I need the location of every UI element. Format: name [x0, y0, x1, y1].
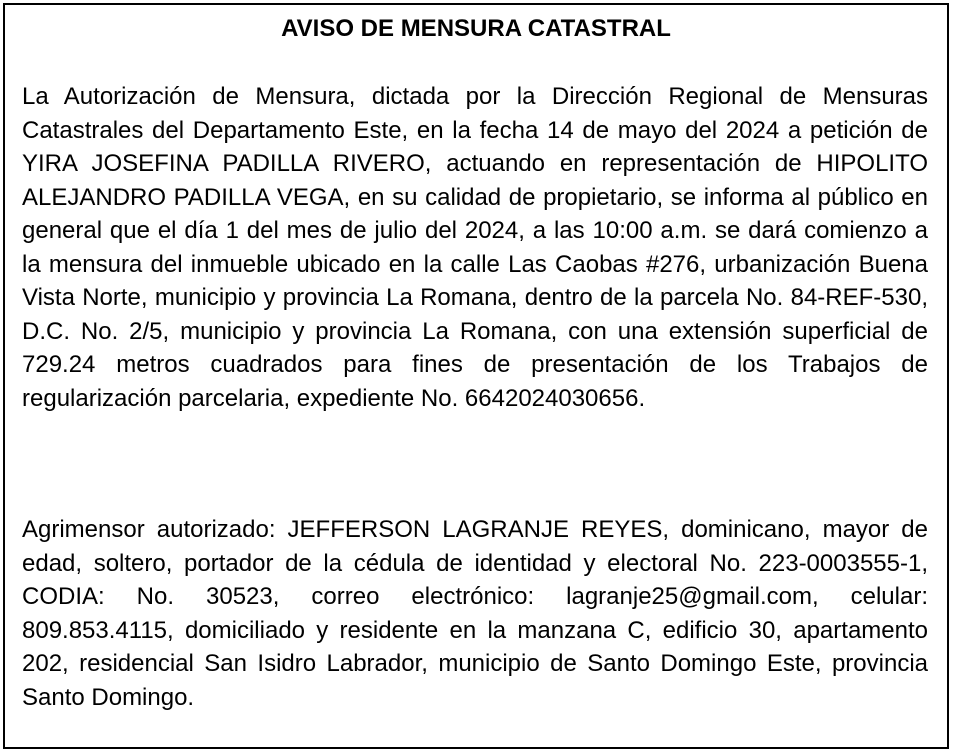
surveyor-paragraph: Agrimensor autorizado: JEFFERSON LAGRANJE REYES, dominicano, mayor de edad, soltero, portador de la cédula de identidad y electoral No. 223-0003555-1, CODIA: No. 30523, correo electrónico: lagranje25@gmail.com, celular: 809.853.4115, domiciliado y residente en la manzana C, edificio 30, apartamento 202, residencial San Isidro Labrador, municipio de Santo Domingo Este, provincia Santo Domingo. [22, 516, 928, 711]
notice-frame [3, 3, 949, 749]
notice-title: AVISO DE MENSURA CATASTRAL [281, 15, 671, 42]
notice-body-paragraph: La Autorización de Mensura, dictada por la Dirección Regional de Mensuras Catastrales del Departamento Este, en la fecha 14 de mayo del 2024 a petición de YIRA JOSEFINA PADILLA RIVERO, actuando en representación de HIPOLITO ALEJANDRO PADILLA VEGA, en su calidad de propietario, se informa al público en general que el día 1 del mes de julio del 2024, a las 10:00 a.m. se dará comienzo a la mensura del inmueble ubicado en la calle Las Caobas #276, urbanización Buena Vista Norte, municipio y provincia La Romana, dentro de la parcela No. 84-REF-530, D.C. No. 2/5, municipio y provincia La Romana, con una extensión superficial de 729.24 metros cuadrados para fines de presentación de los Trabajos de regularización parcelaria, expediente No. 6642024030656. [22, 83, 928, 412]
